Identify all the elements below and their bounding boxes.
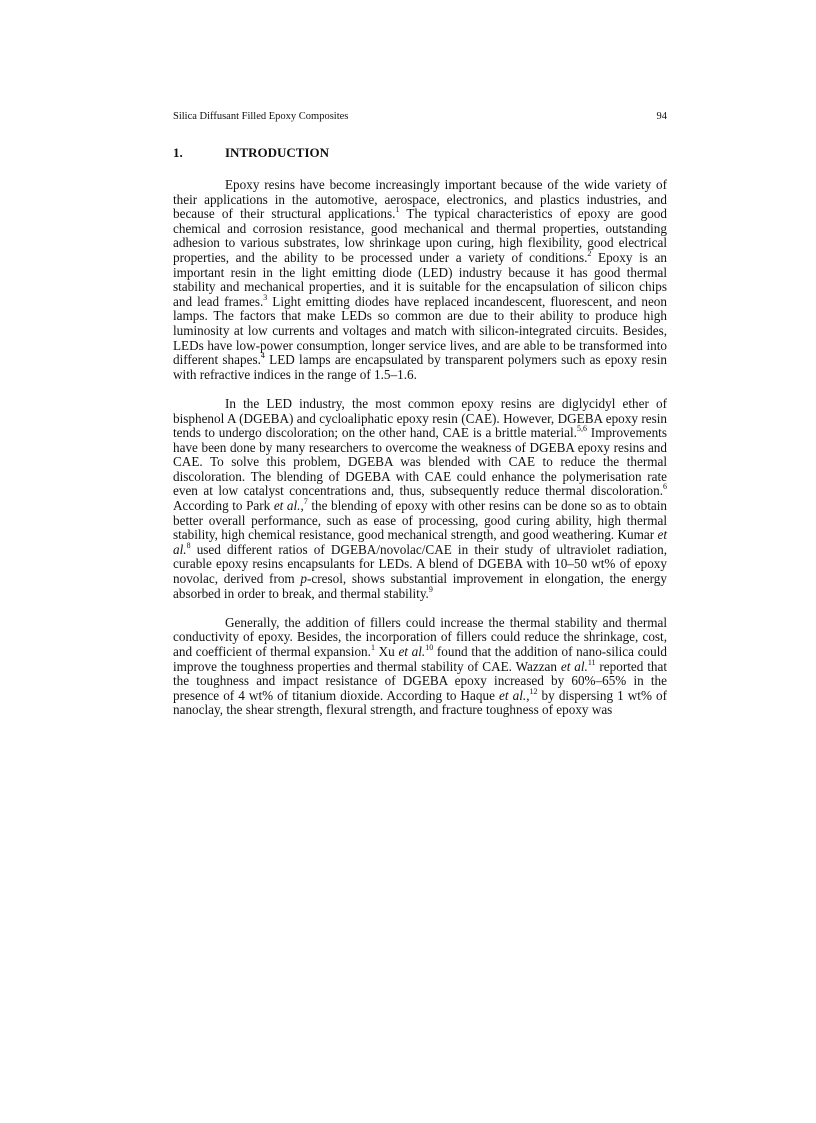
citation-ref: 1	[395, 205, 400, 215]
citation-ref: 2	[587, 248, 592, 258]
paragraph	[173, 178, 667, 382]
text-run: In the LED industry, the most common epoxy resins are diglycidyl ether of bisphenol A (DGEBA) and cycloaliphatic epoxy resin (CAE). However, DGEBA epoxy resin tends to undergo discoloration; on the other hand, CAE is a brittle material.	[173, 395, 667, 441]
page-number: 94	[656, 111, 667, 122]
citation-ref: 11	[587, 657, 596, 667]
citation-ref: 1	[370, 643, 375, 652]
text-run: LED lamps are encapsulated by transparent polymers such as epoxy resin with refractive indices in the range of 1.5–1.6.	[173, 352, 667, 382]
section-number: 1.	[173, 145, 183, 160]
text-run: ,	[526, 687, 530, 703]
citation-ref: 6	[663, 482, 667, 492]
text-run: Generally, the addition of fillers could increase the thermal stability and thermal conductivity of epoxy. Besides, the incorporation of fillers could reduce the shrinkage, cost, and coefficient of thermal expansion.	[173, 614, 667, 659]
text-run: ,	[300, 498, 304, 514]
citation-ref: 12	[529, 686, 538, 696]
italic-text: et al.	[273, 498, 301, 514]
text-run: Xu	[374, 644, 399, 659]
italic-text: et al.	[499, 687, 527, 703]
text-run: According to Park	[173, 498, 274, 514]
text-run: Epoxy resins have become increasingly important because of the wide variety of their applications in the automotive, aerospace, electronics, and plastics industries, and because of their structural applications.	[173, 177, 667, 222]
italic-text: et al.	[173, 527, 667, 557]
citation-ref: 8	[186, 540, 191, 550]
italic-text: et al.	[398, 644, 426, 659]
text-run: found that the addition of nano-silica could improve the toughness properties and thermal stability of CAE. Wazzan	[173, 644, 667, 674]
italic-text: p	[300, 571, 308, 587]
italic-text: et al.	[560, 658, 588, 674]
citation-ref: 3	[263, 292, 268, 302]
paragraph	[173, 397, 667, 601]
citation-ref: 10	[425, 643, 434, 652]
citation-ref: 9	[428, 584, 433, 594]
citation-ref: 5,6	[576, 424, 587, 434]
text-run: the blending of epoxy with other resins can be done so as to obtain better overall performance, such as ease of processing, good curing ability, high thermal stability, high chemical resistance, good mechanical strength, and good weathering. Kumar	[173, 498, 667, 543]
section-heading	[173, 145, 667, 161]
text-run: by dispersing 1 wt% of nanoclay, the shear strength, flexural strength, and fracture toughness of epoxy was	[173, 687, 668, 718]
section-title: INTRODUCTION	[225, 145, 330, 160]
text-run: Improvements have been done by many researchers to overcome the weakness of DGEBA epoxy resins and CAE. To solve this problem, DGEBA was blended with CAE to reduce the thermal discoloration. The blending of DGEBA with CAE could enhance the polymerisation rate even at low catalyst concentrations and, thus, subsequently reduce thermal discoloration.	[173, 425, 667, 499]
paragraph	[173, 616, 667, 718]
text-run: reported that the toughness and impact resistance of DGEBA epoxy increased by 60%–65% in the presence of 4 wt% of titanium dioxide. According to Haque	[173, 658, 667, 703]
text-run: -cresol, shows substantial improvement in elongation, the energy absorbed in order to break, and thermal stability.	[173, 571, 667, 601]
citation-ref: 4	[260, 351, 265, 361]
citation-ref: 7	[303, 497, 308, 507]
running-title: Silica Diffusant Filled Epoxy Composites	[173, 111, 349, 122]
text-run: Epoxy is an important resin in the light emitting diode (LED) industry because it has good thermal stability and mechanical properties, and it is suitable for the encapsulation of silicon chips and lead frames.	[173, 249, 667, 309]
body-text	[173, 178, 667, 733]
text-run: used different ratios of DGEBA/novolac/CAE in their study of ultraviolet radiation, curable epoxy resins encapsulants for LEDs. A blend of DGEBA with 10–50 wt% of epoxy novolac, derived from	[173, 541, 667, 587]
text-run: Light emitting diodes have replaced incandescent, fluorescent, and neon lamps. The factors that make LEDs so common are due to their ability to produce high luminosity at low currents and voltages and match with silicon-integrated circuits. Besides, LEDs have low-power consumption, longer service lives, and are able to be transformed into different shapes.	[173, 293, 667, 368]
text-run: The typical characteristics of epoxy are good chemical and corrosion resistance, good mechanical and thermal properties, outstanding adhesion to various substrates, low shrinkage upon curing, high flexibility, good electrical properties, and the ability to be processed under a variety of conditions.	[173, 206, 667, 265]
